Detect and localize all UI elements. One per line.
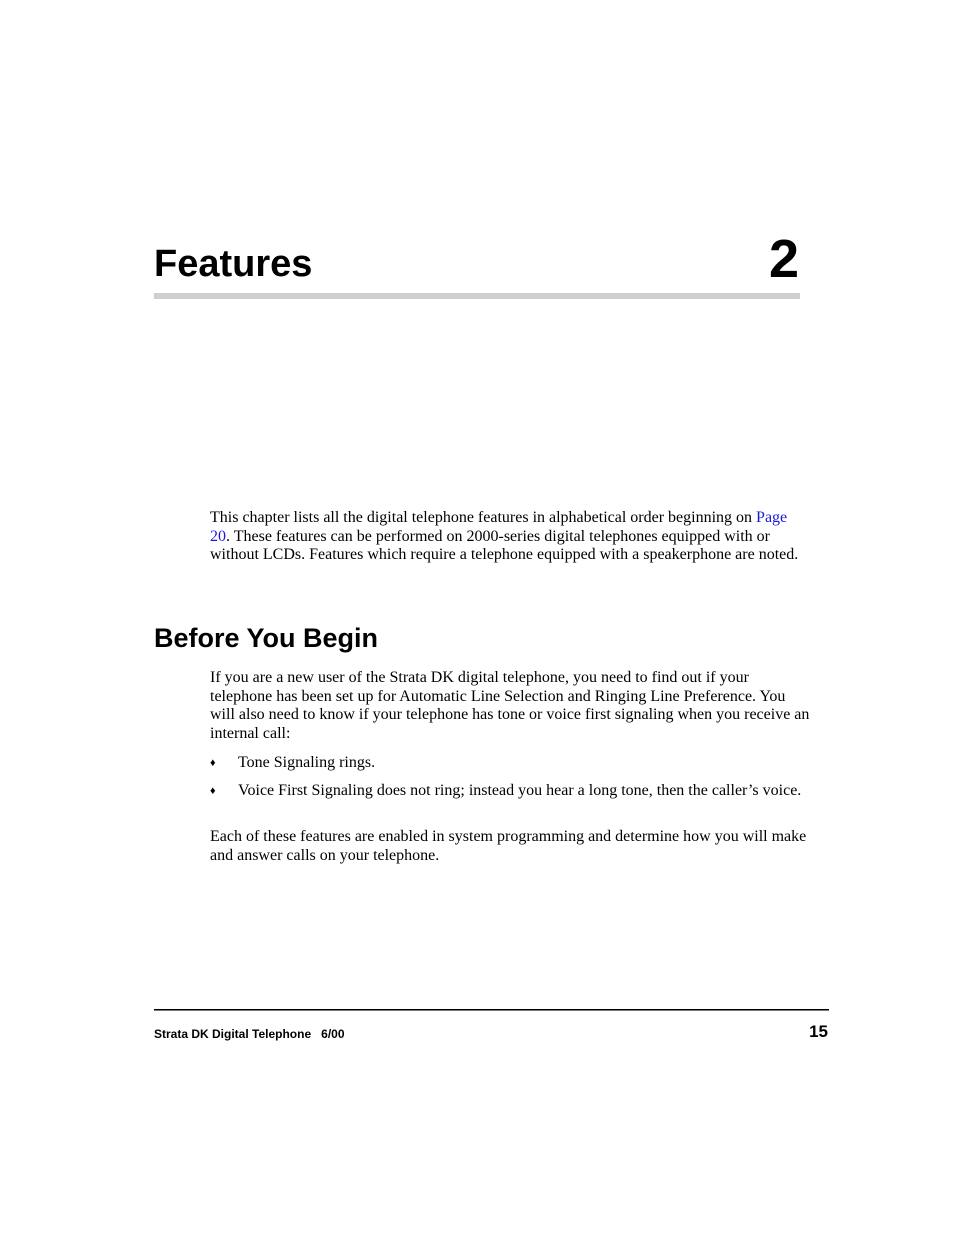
signaling-bullet-list [210,754,810,809]
diamond-bullet-icon: ♦ [210,757,216,769]
list-item [210,754,810,773]
footer-divider [154,1009,829,1011]
intro-paragraph [210,509,810,565]
list-item-text: Tone Signaling rings. [238,754,376,771]
closing-paragraph: Each of these features are enabled in system programming and determine how you will make and answer calls on your telephone. [210,828,807,864]
list-item [210,782,810,801]
chapter-number: 2 [768,229,799,289]
footer-document-title: Strata DK Digital Telephone [154,1027,312,1041]
chapter-title: Features [154,243,313,285]
footer-document-info [154,1026,345,1042]
intro-text-start: This chapter lists all the digital telephone features in alphabetical order beginning on [210,509,757,526]
intro-text-end: . These features can be performed on 2000-series digital telephones equipped with or without LCDs. Features which require a telephone equipped with a speakerphone are noted. [210,527,799,564]
footer-date: 6/00 [321,1027,345,1041]
chapter-divider [154,293,800,299]
before-you-begin-paragraph: If you are a new user of the Strata DK digital telephone, you need to find out if your telephone has been set up for Automatic Line Selection and Ringing Line Preference. You will also need to know if your telephone has tone or voice first signaling when you receive an internal call: [210,669,810,742]
page-number: 15 [809,1022,828,1041]
diamond-bullet-icon: ♦ [210,784,216,797]
list-item-text: Voice First Signaling does not ring; instead you hear a long tone, then the caller’s voice. [238,781,802,799]
page-20-link[interactable]: Page 20 [210,509,788,545]
section-heading: Before You Begin [154,623,379,653]
